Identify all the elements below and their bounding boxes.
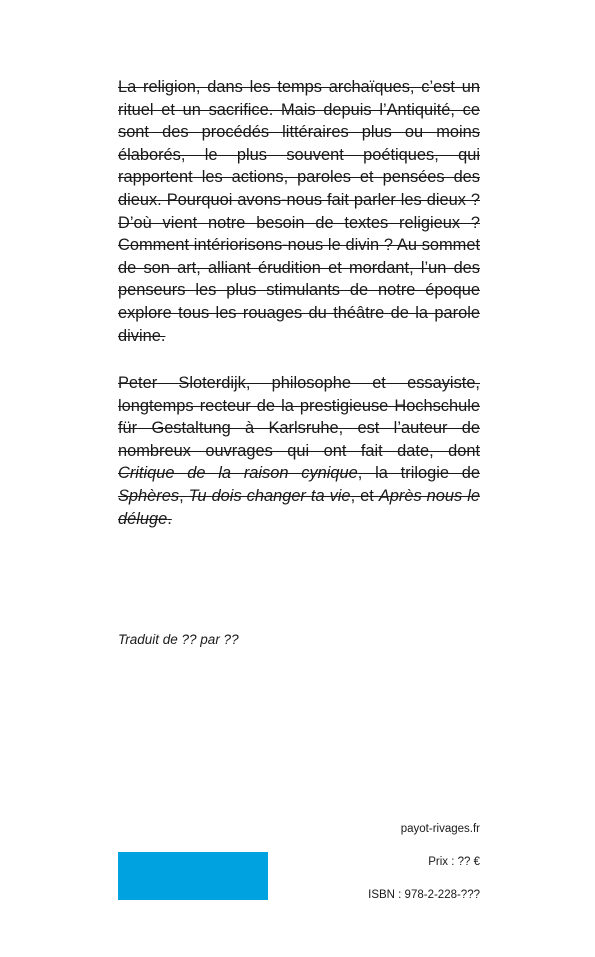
bio-end: . (167, 509, 172, 528)
bio-separator: , et (350, 486, 379, 505)
author-bio-paragraph (118, 372, 480, 530)
book-title-critique: Critique de la raison cynique (118, 464, 358, 483)
bio-separator: , la trilogie de (357, 464, 480, 483)
price-label: Prix : ?? € (428, 856, 480, 868)
translator-credit: Traduit de ?? par ?? (118, 632, 239, 647)
isbn-label: ISBN : 978-2-228-??? (368, 889, 480, 901)
book-title-spheres: Sphères (118, 486, 180, 505)
book-title-apres-nous: Après nous le déluge (118, 486, 480, 528)
book-title-tu-dois: Tu dois changer ta vie (188, 486, 351, 505)
bio-separator: , (179, 486, 189, 505)
bio-text-start: Peter Sloterdijk, philosophe et essayiste, longtemps recteur de la prestigieuse Hochschule für Gestaltung à Karlsruhe, est l’auteur de nombreux ouvrages qui ont fait date, dont (118, 374, 480, 460)
description-paragraph-1: La religion, dans les temps archaïques, c’est un rituel et un sacrifice. Mais depuis l’Antiquité, ce sont des procédés littéraires plus ou moins élaborés, le plus souvent poétiques, qui rapportent les actions, paroles et pensées des dieux. Pourquoi avons-nous fait parler les dieux ? D’où vient notre besoin de textes religieux ? Comment intériorisons-nous le divin ? Au sommet de son art, alliant érudition et mordant, l’un des penseurs les plus stimulants de notre époque explore tous les rouages du théâtre de la parole divine. (118, 78, 480, 345)
barcode-placeholder (118, 852, 268, 900)
publisher-website: payot-rivages.fr (400, 823, 480, 835)
